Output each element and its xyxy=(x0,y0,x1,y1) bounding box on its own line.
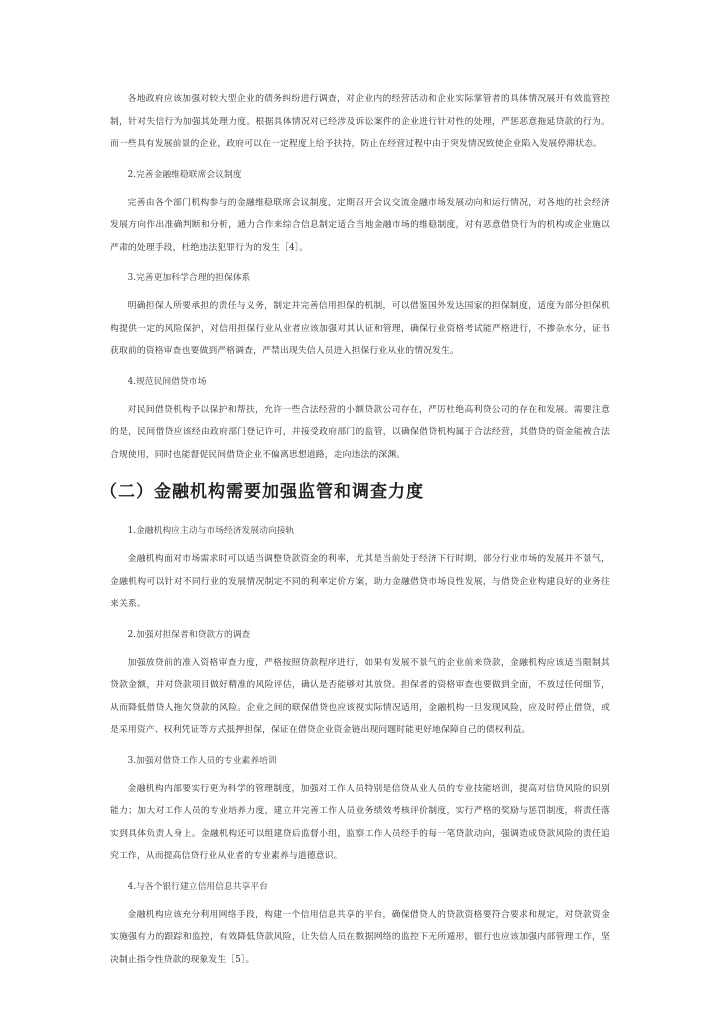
subheading-guarantor-investigation: 2.加强对担保者和贷款方的调查 xyxy=(127,629,251,640)
paragraph-guarantor-investigation: 加强放贷前的准入资格审查力度，严格按照贷款程序进行，如果有发展不景气的企业前来贷款，金融机构应该适当限制其贷款金额，并对贷款项目做好精准的风险评估，确认是否能够对其放贷。担保者的资格审查也要做到全面，不放过任何细节，从而降低借贷人拖欠贷款的风险。企业之间的联保借贷也应该视实际情况适用，金融机构一旦发现风险，应及时停止借贷，或是采用资产、权利凭证等方式抵押担保，保证在借贷企业资金链出现问题时能更好地保障自己的债权利益。 xyxy=(110,657,610,735)
subheading-financial-stability-meeting: 2.完善金融维稳联席会议制度 xyxy=(127,169,242,180)
paragraph-market-alignment: 金融机构面对市场需求时可以适当调整贷款资金的利率，尤其是当前处于经济下行时期，部分行业市场的发展并不景气，金融机构可以针对不同行业的发展情况制定不同的利率定价方案，助力金融借贷市场良性发展，与借贷企业构建良好的业务往来关系。 xyxy=(110,554,610,609)
section-title: （二）金融机构需要加强监管和调查力度 xyxy=(100,482,424,502)
subheading-guarantee-system: 3.完善更加科学合理的担保体系 xyxy=(127,273,251,283)
paragraph-enterprise-debt: 各地政府应该加强对较大型企业的债务纠纷进行调查，对企业内的经营活动和企业实际掌管者的具体情况展开有效监管控制，针对失信行为加强其处理力度。根据具体情况对已经涉及诉讼案件的企业进行针对性的处理，严惩恶意拖延贷款的行为。而一些具有发展前景的企业，政府可以在一定程度上给予扶持，防止在经营过程中由于突发情况致使企业陷入发展停滞状态。 xyxy=(110,94,610,149)
paragraph-staff-training: 金融机构内部要实行更为科学的管理制度，加强对工作人员特别是信贷从业人员的专业技能培训，提高对信贷风险的识别能力；加大对工作人员的专业培养力度，建立并完善工作人员业务绩效考核评价制度，实行严格的奖励与惩罚制度，将责任落实到具体负责人身上。金融机构还可以组建贷后监督小组，监察工作人员经手的每一笔贷款动向，强调造成贷款风险的责任追究工作，从而提高信贷行业从业者的专业素养与道德意识。 xyxy=(110,783,610,861)
subheading-private-lending: 4.规范民间借贷市场 xyxy=(127,376,207,387)
paragraph-financial-stability-meeting: 完善由各个部门机构参与的金融维稳联席会议制度，定期召开会议交流金融市场发展动向和运行情况，对各地的社会经济发展方向作出准确判断和分析，通力合作来综合信息制定适合当地金融市场的维稳制度，对有恶意借贷行为的机构或企业施以严肃的处理手段，杜绝违法犯罪行为的发生［4］。 xyxy=(110,197,610,253)
paragraph-private-lending: 对民间借贷机构予以保护和帮扶，允许一些合法经营的小额贷款公司存在，严厉杜绝高利贷公司的存在和发展。需要注意的是，民间借贷应该经由政府部门登记许可，并接受政府部门的监管，以确保借贷机构属于合法经营，其借贷的资金能被合法合规使用，同时也能督促民间借贷企业不偏离思想道路，走向违法的深渊。 xyxy=(110,404,610,460)
paragraph-credit-sharing-platform: 金融机构应该充分利用网络手段，构建一个信用信息共享的平台，确保借贷人的贷款资格要符合要求和规定，对贷款资金实施强有力的跟踪和监控，有效降低贷款风险，让失信人员在数据网络的监控下无所遁形，银行也应该加强内部管理工作，坚决制止指令性贷款的现象发生［5］。 xyxy=(110,909,610,965)
paragraph-guarantee-system: 明确担保人所要承担的责任与义务，制定并完善信用担保的机制，可以借鉴国外发达国家的担保制度，适度为部分担保机构提供一定的风险保护，对信用担保行业从业者应该加强对其认证和管理，确保行业资格考试能严格进行，不掺杂水分，证书获取前的资格审查也要做到严格调查，严禁出现失信人员进入担保行业从业的情况发生。 xyxy=(110,301,610,356)
subheading-staff-training: 3.加强对借贷工作人员的专业素养培训 xyxy=(127,755,277,766)
subheading-credit-sharing-platform: 4.与各个银行建立信用信息共享平台 xyxy=(127,881,268,892)
subheading-market-alignment: 1.金融机构应主动与市场经济发展动向接轨 xyxy=(127,526,295,536)
document-page xyxy=(100,88,610,971)
